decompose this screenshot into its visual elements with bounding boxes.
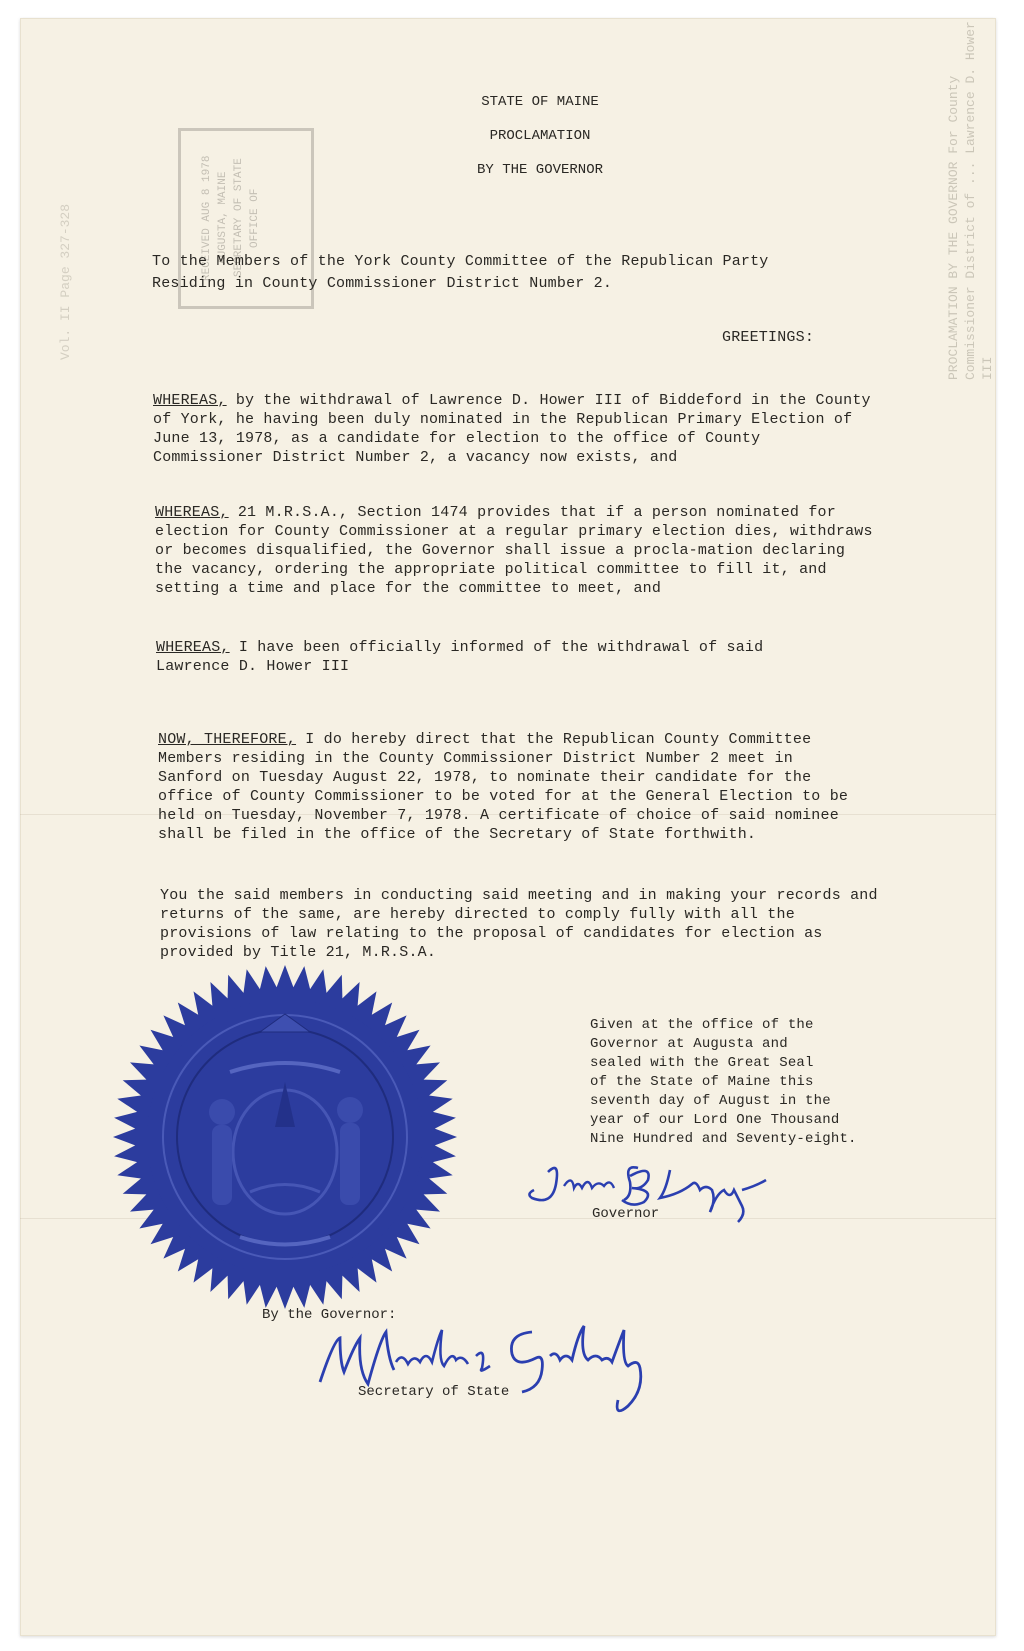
given-line: seventh day of August in the	[590, 1093, 831, 1109]
therefore-paragraph	[158, 730, 858, 844]
governor-label: Governor	[592, 1206, 660, 1222]
heading-proclamation: PROCLAMATION	[489, 128, 591, 144]
directive-paragraph: You the said members in conducting said meeting and in making your records and returns of the same, are hereby directed to comply fully with all the provisions of law relating to the proposal of candidates for election as provided by Title 21, M.R.S.A.	[160, 887, 878, 961]
bleed-through-text: PROCLAMATION BY THE GOVERNOR For County Commissioner District of ... Lawrence D. Hower III	[946, 21, 995, 380]
stamp-text: RECEIVED AUG 8 1978 AUGUSTA, MAINE SECRETARY OF STATE OFFICE OF	[201, 155, 261, 281]
therefore-lead: NOW, THEREFORE,	[158, 731, 297, 748]
given-line: year of our Lord One Thousand	[590, 1112, 840, 1128]
whereas-paragraph-1	[153, 391, 873, 467]
secretary-of-state-label: Secretary of State	[358, 1384, 510, 1400]
whereas-lead: WHEREAS,	[155, 504, 229, 521]
address-line-2: Residing in County Commissioner District Number 2.	[152, 275, 613, 292]
governor-signature	[520, 1150, 800, 1230]
given-block	[590, 1016, 857, 1149]
whereas-text: I have been officially informed of the withdrawal of said Lawrence D. Hower III	[156, 639, 764, 675]
therefore-text: I do hereby direct that the Republican County Committee Members residing in the County Commissioner District Number 2 meet in Sanford on Tuesday August 22, 1978, to nominate their candidate for the office of County Commissioner to be voted for at the General Election to be held on Tuesday, November 7, 1978. A certificate of choice of said nominee shall be filed in the office of the Secretary of State forthwith.	[158, 731, 849, 843]
bleed-through-text: Vol. II Page 327-328	[58, 203, 73, 360]
whereas-paragraph-2	[155, 503, 875, 598]
heading-state: STATE OF MAINE	[481, 94, 599, 110]
whereas-text: 21 M.R.S.A., Section 1474 provides that if a person nominated for election for County Commissioner at a regular primary election dies, withdraws or becomes disqualified, the Governor shall issue a procla-mation declaring the vacancy, ordering the appropriate political committee to fill it, and setting a time and place for the committee to meet, and	[155, 504, 873, 597]
given-line: Given at the office of the	[590, 1017, 814, 1033]
given-line: sealed with the Great Seal	[590, 1055, 814, 1071]
document-heading	[52, 94, 1024, 178]
whereas-paragraph-3	[156, 638, 796, 676]
given-line: Governor at Augusta and	[590, 1036, 788, 1052]
heading-by-governor: BY THE GOVERNOR	[476, 162, 604, 178]
secretary-of-state-signature	[310, 1310, 670, 1430]
greeting: GREETINGS:	[722, 329, 815, 346]
great-seal-of-maine	[110, 962, 460, 1312]
given-line: of the State of Maine this	[590, 1074, 814, 1090]
given-line: Nine Hundred and Seventy-eight.	[590, 1131, 857, 1147]
whereas-lead: WHEREAS,	[153, 392, 227, 409]
whereas-lead: WHEREAS,	[156, 639, 230, 656]
by-the-governor-label: By the Governor:	[262, 1307, 397, 1323]
address-line-1: To the Members of the York County Committee of the Republican Party	[152, 253, 769, 270]
whereas-text: by the withdrawal of Lawrence D. Hower III of Biddeford in the County of York, he having been duly nominated in the Republican Primary Election of June 13, 1978, as a candidate for election to the office of County Commissioner District Number 2, a vacancy now exists, and	[153, 392, 871, 466]
